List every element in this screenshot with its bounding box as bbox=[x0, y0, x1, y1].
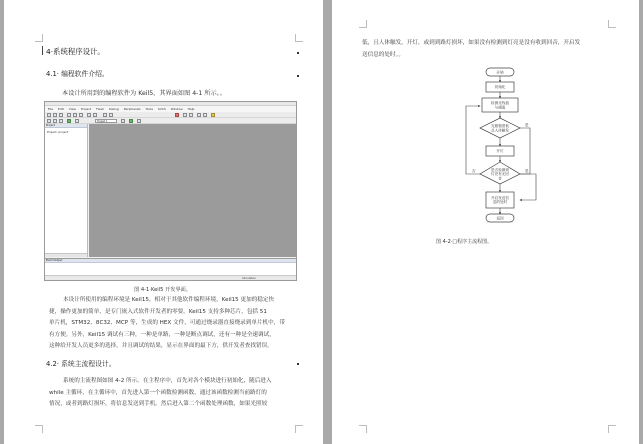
menu-item-debug[interactable]: Debug bbox=[108, 107, 119, 111]
paragraph-line: 单片机，STM32、8C32、MCP 等，生成的 HEX 文件，可通过烧录器直接烧录到单片机中，带 bbox=[49, 320, 285, 327]
open-folder-icon[interactable] bbox=[53, 113, 57, 117]
flow-branch-no: 否 bbox=[472, 169, 476, 173]
keil-statusbar: Simulation bbox=[45, 275, 296, 280]
intro-text: 本设计所用到的编程软件为 Keil5，其界面如图 4-1 所示。。 bbox=[62, 90, 226, 97]
menu-item-file[interactable]: File bbox=[48, 107, 54, 111]
flow-label-return: 返回 bbox=[496, 216, 504, 221]
search-icon[interactable] bbox=[189, 113, 193, 117]
menu-item-flash[interactable]: Flash bbox=[96, 107, 104, 111]
bookmark-next-icon[interactable] bbox=[109, 113, 113, 117]
find-icon[interactable] bbox=[183, 113, 187, 117]
config-icon[interactable] bbox=[211, 113, 215, 117]
indent-icon[interactable] bbox=[197, 113, 201, 117]
figure-4-1-caption: 图 4-1·Keil5 开发界面。 bbox=[134, 287, 192, 293]
target-select[interactable]: Target 1 bbox=[95, 119, 117, 123]
paragraph-line: 这种给开发人员更多的选择，并且调试的结果，显示在界面的最下方，供开发者查找错误。 bbox=[49, 343, 273, 350]
flow-label-decision-echo: 是否检测到灯亮有无回音 bbox=[491, 168, 509, 181]
flow-label-decision-light: 光照强度低且人体触发 bbox=[491, 124, 509, 133]
stop-build-icon[interactable] bbox=[75, 119, 79, 123]
page-corner-mark bbox=[359, 20, 367, 28]
menu-item-svcs[interactable]: SVCS bbox=[157, 107, 166, 111]
heading-4-2: 4.2· 系统主流程设计。 bbox=[46, 360, 116, 368]
rebuild-icon[interactable] bbox=[59, 119, 63, 123]
project-panel-header: Project bbox=[45, 124, 87, 128]
heading-4-1: 4.1· 编程软件介绍。 bbox=[46, 70, 109, 78]
manage-components-icon[interactable] bbox=[137, 119, 141, 123]
menu-item-view[interactable]: View bbox=[68, 107, 76, 111]
menu-item-peripherals[interactable]: Peripherals bbox=[123, 107, 141, 111]
menu-item-help[interactable]: Help bbox=[187, 107, 195, 111]
flow-label-send-info: 开启发送信息的处时 bbox=[491, 195, 509, 205]
main-flowchart bbox=[452, 62, 572, 234]
menu-item-edit[interactable]: Edit bbox=[58, 107, 64, 111]
page-corner-mark bbox=[359, 425, 367, 433]
paste-icon[interactable] bbox=[79, 113, 83, 117]
paragraph-line: 系统的主流程图如图 4-2 所示。在主程序中，首先对各个模块进行初始化，随后进入 bbox=[63, 378, 272, 384]
menu-item-window[interactable]: Window bbox=[170, 107, 183, 111]
copy-icon[interactable] bbox=[73, 113, 77, 117]
menu-item-tools[interactable]: Tools bbox=[145, 107, 153, 111]
paragraph-line: 情况，或者到路灯损坏，将信息发送到手机。然后进入第二个函数处理函数，如果光照较 bbox=[49, 401, 268, 408]
margin-mark bbox=[297, 52, 299, 54]
save-icon[interactable] bbox=[59, 113, 63, 117]
page-corner-mark bbox=[35, 425, 43, 433]
target-options-icon[interactable] bbox=[121, 119, 125, 123]
project-tree-item[interactable]: Project: project bbox=[47, 130, 69, 134]
flow-label-detect-light: 检测光线值与阈值 bbox=[491, 101, 509, 110]
page-corner-mark bbox=[295, 425, 303, 433]
project-panel bbox=[45, 124, 88, 257]
debug-start-icon[interactable] bbox=[175, 113, 179, 117]
cut-icon[interactable] bbox=[67, 113, 71, 117]
margin-mark bbox=[297, 75, 299, 77]
page-corner-mark bbox=[608, 425, 616, 433]
margin-mark bbox=[297, 363, 299, 365]
download-icon[interactable] bbox=[67, 119, 71, 123]
paragraph-line: 有方便。另外，Keil15 调试有三种，一种是单路，一种是断点调试，还有一种是全速调试， bbox=[49, 331, 275, 338]
paragraph-line: while 主循环，在主循环中，首先进入第一个函数检测函数，通过该函数检测当前路灯的 bbox=[49, 389, 267, 396]
paragraph-line: 送信息的处时。。 bbox=[362, 51, 404, 58]
project-panel-tabs[interactable] bbox=[45, 253, 87, 257]
paragraph-line: 本设计所使用的编程环境是 Keil15，相对于其他软件编程环境，Keil15 更加的稳定快 bbox=[63, 297, 275, 303]
document-page-right bbox=[332, 0, 639, 444]
redo-icon[interactable] bbox=[93, 113, 97, 117]
document-page-left bbox=[4, 0, 323, 444]
figure-4-2-caption: 图 4-2·□程序主流程图。 bbox=[436, 239, 493, 245]
menu-item-project[interactable]: Project bbox=[80, 107, 92, 111]
bookmark-icon[interactable] bbox=[103, 113, 107, 117]
flow-branch-yes: 是 bbox=[525, 123, 529, 127]
paragraph-line: 低，且人体触发，开灯，或到到路灯损坏，如果没有检测到灯亮是没有收到回音，开启发 bbox=[362, 40, 581, 46]
translate-icon[interactable] bbox=[47, 119, 51, 123]
paragraph-keil-description bbox=[49, 295, 299, 353]
keil5-screenshot bbox=[44, 101, 297, 281]
page-corner-mark bbox=[295, 34, 303, 42]
heading-4: 4·系统程序设计。 bbox=[46, 47, 105, 56]
paragraph-main-flow bbox=[49, 376, 299, 411]
page-corner-mark bbox=[608, 20, 616, 28]
build-icon[interactable] bbox=[53, 119, 57, 123]
flow-label-start: 开始 bbox=[496, 70, 504, 75]
paragraph-line: 捷，操作更加的简单，是专门嵌入式软件开发者的零要。Keil15 支持多种芯片，包括 51 bbox=[49, 308, 267, 315]
flow-branch-yes-2: 是 bbox=[525, 169, 529, 173]
flow-label-init: 初始化 bbox=[494, 85, 506, 90]
new-file-icon[interactable] bbox=[47, 113, 51, 117]
editor-area[interactable] bbox=[89, 124, 296, 257]
undo-icon[interactable] bbox=[87, 113, 91, 117]
text-cursor[interactable]: | bbox=[41, 46, 45, 56]
comment-icon[interactable] bbox=[203, 113, 207, 117]
paragraph-continued bbox=[362, 38, 612, 61]
flow-label-light-on: 开灯 bbox=[496, 149, 504, 154]
pack-installer-icon[interactable] bbox=[129, 119, 133, 123]
page-corner-mark bbox=[35, 34, 43, 42]
build-output-header: Build Output bbox=[45, 259, 296, 263]
